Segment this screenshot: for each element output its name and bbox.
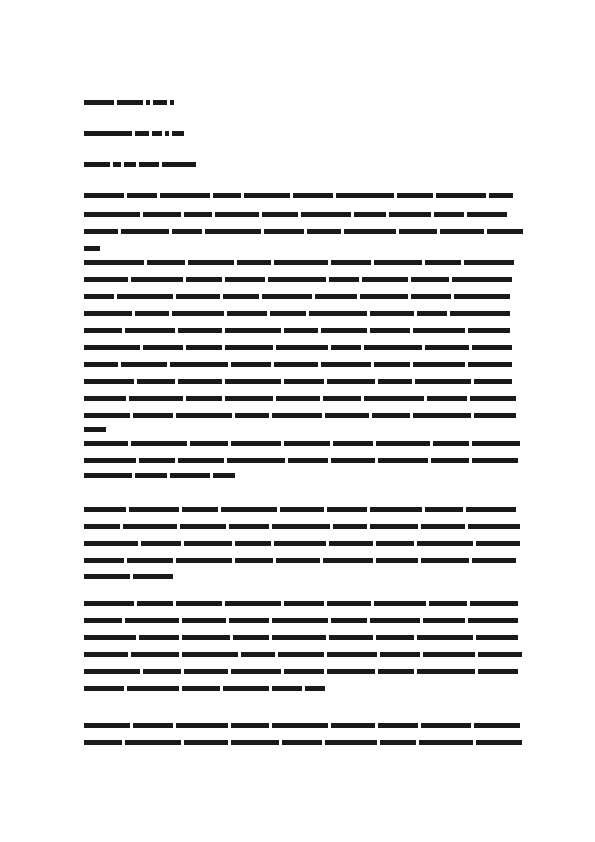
paragraph-4-line bbox=[84, 507, 516, 512]
paragraph-1-line bbox=[84, 193, 513, 198]
doc-date-line bbox=[84, 131, 184, 136]
paragraph-4-line bbox=[84, 541, 520, 546]
paragraph-3-line bbox=[84, 458, 518, 463]
paragraph-6-line bbox=[84, 723, 520, 728]
paragraph-2-line bbox=[84, 345, 512, 350]
paragraph-3-line bbox=[84, 441, 520, 446]
paragraph-5-line bbox=[84, 669, 518, 674]
paragraph-2-line bbox=[84, 294, 510, 299]
paragraph-2-line bbox=[84, 260, 514, 265]
paragraph-5-line bbox=[84, 686, 325, 691]
paragraph-2-line bbox=[84, 427, 106, 432]
paragraph-1-line bbox=[84, 229, 523, 234]
paragraph-2-line bbox=[84, 379, 512, 384]
doc-heading-line bbox=[84, 100, 174, 105]
doc-subject-line bbox=[84, 162, 196, 167]
paragraph-2-line bbox=[84, 311, 510, 316]
paragraph-4-line bbox=[84, 558, 516, 563]
paragraph-2-line bbox=[84, 277, 512, 282]
paragraph-2-line bbox=[84, 413, 516, 418]
paragraph-4-line bbox=[84, 524, 520, 529]
paragraph-2-line bbox=[84, 362, 512, 367]
paragraph-3-line bbox=[84, 473, 235, 478]
paragraph-5-line bbox=[84, 601, 518, 606]
paragraph-1-line bbox=[84, 212, 507, 217]
paragraph-6-line bbox=[84, 740, 522, 745]
paragraph-2-line bbox=[84, 328, 510, 333]
paragraph-1-line bbox=[84, 246, 100, 251]
paragraph-2-line bbox=[84, 396, 516, 401]
paragraph-5-line bbox=[84, 635, 518, 640]
paragraph-5-line bbox=[84, 652, 522, 657]
paragraph-4-line bbox=[84, 574, 173, 579]
paragraph-5-line bbox=[84, 618, 518, 623]
